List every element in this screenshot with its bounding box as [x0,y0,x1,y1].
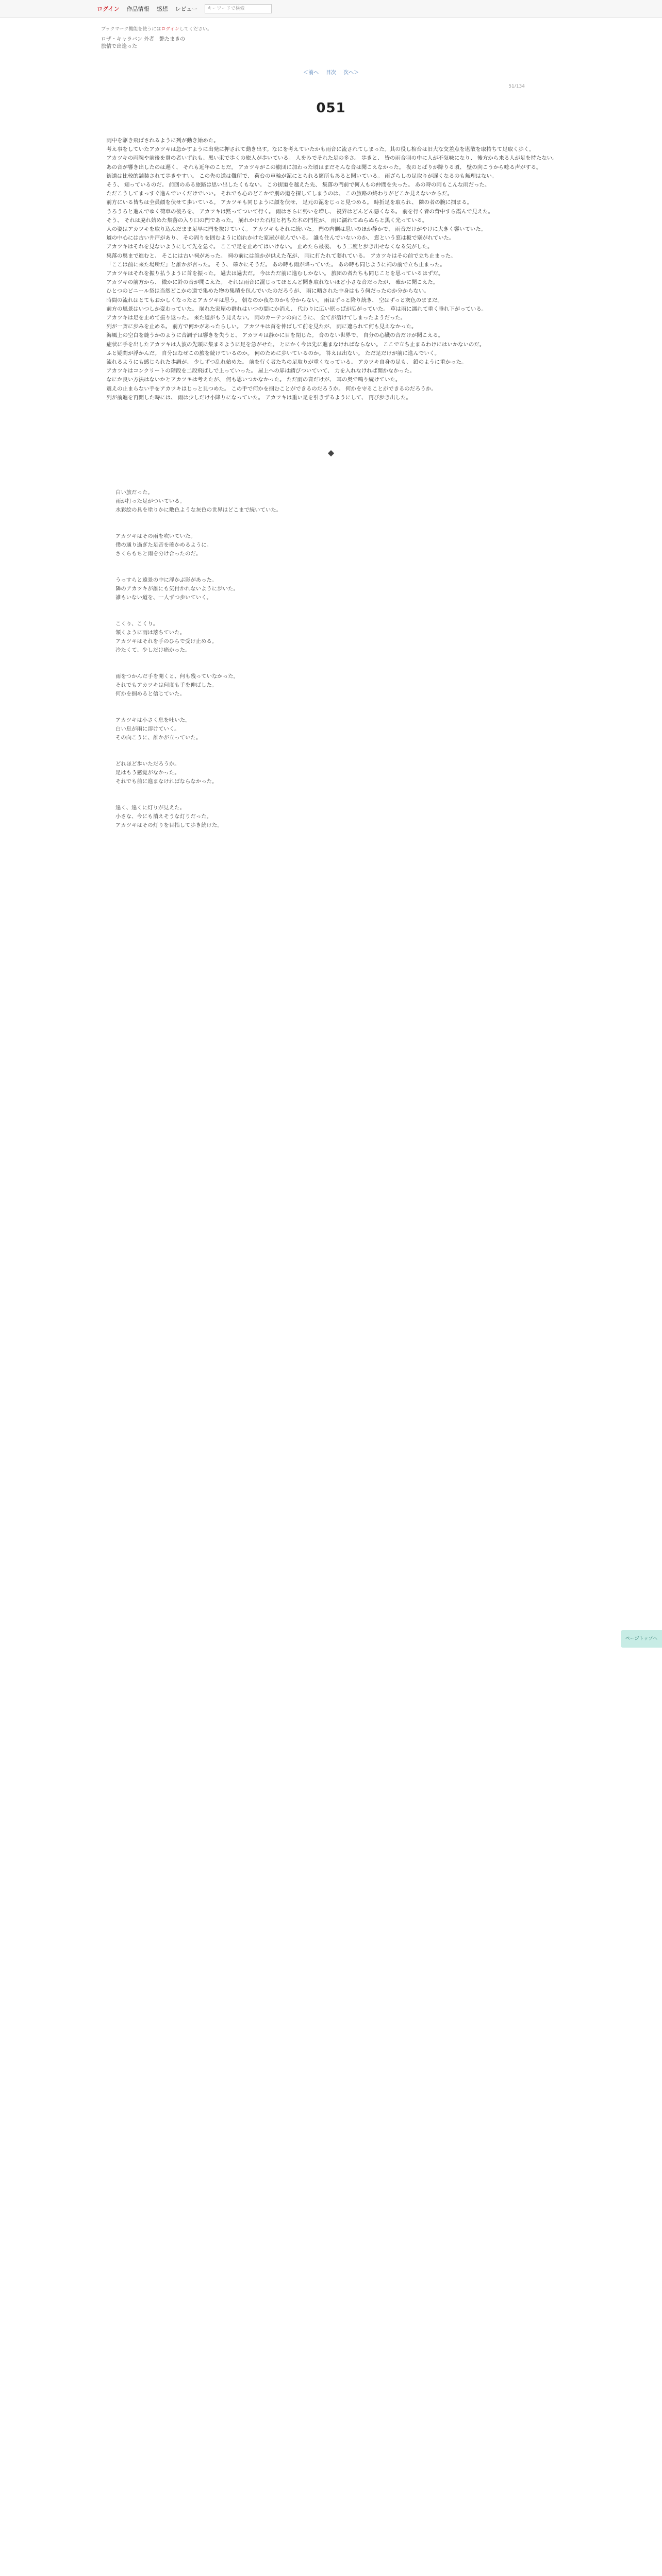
body-paragraph: 前方の風景はいつしか変わっていた。 崩れた家屋の群れはいつの間にか消え、 代わりに広い原っぱが広がっていた。 草は雨に濡れて重く垂れ下がっている。 [106,306,487,312]
poem-line: 誰もいない道を、一人ずつ歩いていく。 [115,595,212,601]
poem-line: こくり、こくり。 [115,621,159,628]
nav-item-reviews[interactable]: レビュー [175,6,198,12]
next-link[interactable]: 次へ＞ [343,70,359,76]
body-paragraph: アカツキはそれを見ないようにして先を急ぐ。 ここで足を止めてはいけない。 止めたら最後、 もう二度と歩き出せなくなる気がした。 [106,244,433,250]
poem-line: 足はもう感覚がなかった。 [115,770,180,776]
toc-link[interactable]: 目次 [326,70,336,76]
breadcrumb-subtitle[interactable]: 旅情で出逢った [101,44,137,49]
body-paragraph: 雨中を駆き飛ばされるように列が動き始めた。 [106,138,219,144]
poem-stanza [115,576,538,602]
body-paragraph: アカツキは足を止めて振り返った。 来た道がもう見えない。 雨のカーテンの向こうに、 全てが溶けてしまったようだった。 [106,315,406,321]
poem-stanza [115,804,538,830]
body-paragraph: ただこうしてまっすぐ進んでいくだけでいい。 それでも心のどこかで別の道を探してしまうのは、 この旅路の終わりがどこか見えないからだ。 [106,191,453,197]
poem-line: 白い旅だった。 [115,489,153,496]
body-paragraph: 人の姿はアカツキを取り込んだまま足早に門を抜けていく。 アカツキもそれに続いた。 門の内側は思いのほか静かで、 雨音だけがやけに大きく響いていた。 [106,226,487,233]
body-paragraph: アカツキはコンクリートの階段を二段飛ばしで上っていった。 屋上への扉は錆びついていて、 力を入れなければ開かなかった。 [106,368,415,375]
poem-line: アカツキは小さく息を吐いた。 [115,717,191,724]
breadcrumb-series[interactable]: ロザ・キャラバン 外者 艶たまきの [101,37,186,42]
nav-item-work-info[interactable]: 作品情報 [126,6,150,12]
body-paragraph: 震えの止まらない手をアカツキはじっと見つめた。 この手で何かを掴むことができるのだろうか。 何かを守ることができるのだろうか。 [106,385,437,392]
body-paragraph: そう、 知っているのだ。 前回のある旅路は思い出したくもない。 この街道を越えた先、 集落の門前で何人もの仲間を失った。 あの時の雨もこんな雨だった。 [106,182,490,189]
body-paragraph: アカツキはそれを振り払うように首を振った。 過去は過去だ。 今はただ前に進むしかない。 旅団の者たちも同じことを思っているはずだ。 [106,270,444,277]
poem-stanza [115,716,538,742]
poem-line: その向こうに、誰かが立っていた。 [115,735,202,741]
body-paragraph: うろうろと進んでゆく荷車の後ろを、 アカツキは黙ってついて行く。 雨はさらに勢いを増し、 視界はどんどん悪くなる。 前を行く者の背中すら霞んで見えた。 [106,208,494,215]
prev-link[interactable]: ＜前へ [303,70,319,76]
body-paragraph: 列が前進を再開した時には、 雨は少しだけ小降りになっていた。 アカツキは重い足を引きずるようにして、 再び歩き出した。 [106,394,411,401]
login-link[interactable]: ログイン [97,6,120,12]
notice-login-link[interactable]: ログイン [161,27,179,32]
poem-stanza [115,760,538,786]
body-paragraph: 道の中心には古い井戸があり、 その周りを囲むように崩れかけた家屋が並んでいる。 誰も住んでいないのか、 窓という窓は板で塞がれていた。 [106,235,455,242]
body-paragraph: ひとつのビニール袋は当然どこかの道で集めた物の集積を包んでいたのだろうが、 雨に晒された中身はもう何だったのか分からない。 [106,288,429,295]
top-nav-bar [0,0,662,18]
poem-section [115,488,538,830]
body-paragraph: なにか良い方法はないかとアカツキは考えたが、 何も思いつかなかった。 ただ雨の音だけが、 耳の奥で鳴り続けていた。 [106,377,401,383]
body-paragraph: 流れるようにも感じられた歩調が、 少しずつ乱れ始めた。 前を行く者たちの足取りが重くなっている。 アカツキ自身の足も、 鉛のように重かった。 [106,359,467,366]
breadcrumb [101,36,662,50]
body-paragraph: 「ここは前に来た場所だ」と誰かが言った。 そう、 確かにそうだ。 あの時も雨が降っていた。 あの時も同じように祠の前で立ち止まった。 [106,261,445,268]
body-paragraph: 海風上の空白を縫うかのように音調子は響きを失うと、 アカツキは静かに目を閉じた。 音のない世界で、 自分の心臓の音だけが聞こえる。 [106,332,444,339]
poem-line: アカツキはその雨を吹いていた。 [115,533,196,540]
body-paragraph: アカツキの前方から、 微かに鈴の音が聞こえた。 それは雨音に混じってほとんど聞き取れないほど小さな音だったが、 確かに聞こえた。 [106,279,439,286]
body-paragraph: 前方にいる皆ちは全員顔を伏せて歩いている。 アカツキも同じように顔を伏せ、 足元の泥をじっと見つめる。 時折足を取られ、 隣の者の腕に掴まる。 [106,199,472,206]
body-paragraph: 時間の流れはとてもおかしくなったとアカツキは思う。 朝なのか夜なのかも分からない。 雨はずっと降り続き、 空はずっと灰色のままだ。 [106,297,443,303]
poem-line: それでも前に進まなければならなかった。 [115,778,218,785]
poem-stanza [115,672,538,699]
poem-line: 小さな、今にも消えそうな灯りだった。 [115,814,212,820]
search-input[interactable]: キーワードで検索 [205,4,272,13]
notice-suffix: してください。 [179,27,212,32]
body-paragraph: 症状に手を出したアカツキは人波の先頭に集まるように足を急がせた。 とにかく今は先に進まなければならない。 ここで立ち止まるわけにはいかないのだ。 [106,341,485,348]
poem-line: 遠く、遠くに灯りが見えた。 [115,805,185,811]
notice-prefix: ブックマーク機能を使うには [101,27,161,32]
nav-item-impressions[interactable]: 感想 [156,6,168,12]
poem-line: 水彩絵の具を塗りかに敷色ような灰色の世界はどこまで続いていた。 [115,507,282,514]
poem-line: 何かを掴めると信じていた。 [115,691,186,698]
poem-line: 白い息が雨に溶けていく。 [115,726,180,733]
chapter-title: 051 [316,100,346,116]
body-paragraph: そう、 それは廃れ始めた集落の入り口の門であった。 崩れかけた石垣と朽ちた木の門柱が、 雨に濡れてぬらぬらと黒く光っている。 [106,217,428,224]
poem-line: アカツキはその灯りを目指して歩き続けた。 [115,822,223,829]
page-top-button[interactable]: ページトップへ [621,1630,662,1648]
page-counter: 51/134 [508,84,525,89]
chapter-pager [0,68,662,76]
poem-line: アカツキはそれを手のひらで受け止める。 [115,638,218,645]
poem-line: 冷たくて、少しだけ痛かった。 [115,647,191,654]
body-paragraph: 街道は比較的舗装されて歩きやすい。 この先の道は難所で、 荷台の車輪が泥にとられる箇所もあると聞いている。 雨ざらしの足取りが遅くなるのも無理はない。 [106,173,498,179]
poem-line: 雨をつかんだ手を開くと、何も残っていなかった。 [115,673,239,680]
body-paragraph: 列が一斉に歩みを止める。 前方で何かがあったらしい。 アカツキは首を伸ばして前を見たが、 雨に遮られて何も見えなかった。 [106,324,417,330]
poem-stanza [115,532,538,558]
poem-stanza [115,620,538,655]
body-paragraph: あの音が響き出したのは遅く、 それも近年のことだ。 アカツキがこの旅団に加わった頃はまだそんな音は聞こえなかった。 夜のとばりが降りる頃、 壁の向こうから唸る声がする。 [106,164,542,171]
section-separator: ◆ [327,448,335,458]
chapter-body [101,137,561,402]
body-paragraph: 考え事をしていたアカツキは急かすように出発に押されて動き出す。なにを考えていたかも雨音に流されてしまった。其の役し棺台は旧大な交差点を堪散を取持ちて足取く歩く。 [106,146,535,153]
poem-line: 隣のアカツキが誰にも気付かれないように歩いた。 [115,586,239,592]
body-paragraph: 集落の奥まで進むと、 そこには古い祠があった。 祠の前には誰かが供えた花が、 雨に打たれて萎れている。 アカツキはその前で立ち止まった。 [106,252,456,259]
body-paragraph: ふと疑問が浮かんだ。 自分はなぜこの旅を続けているのか。 何のために歩いているのか。 答えは出ない。 ただ足だけが前に進んでいく。 [106,350,440,357]
body-paragraph: アカツキの両腕や前後を貴の者いずれも、黒い束で歩くの旅人が歩いている。 人をみでそれた足の多さ。 歩きと、 皆の雨合羽の中に人が不気味になり、 後方から来る人が足を持たない。 [106,155,558,162]
poem-line: 頷くように雨は落ちていた。 [115,630,185,636]
poem-line: さくらもちと雨を分け合ったのだ。 [115,551,202,557]
poem-line: それでもアカツキは何度も手を伸ばした。 [115,682,218,689]
bookmark-notice [101,25,662,32]
poem-line: どれほど歩いただろうか。 [115,761,180,768]
poem-line: 僕の通り過ぎた足音を確かめるように。 [115,542,212,549]
poem-line: うっすらと遠景の中に浮かぶ影があった。 [115,577,218,584]
poem-stanza [115,488,538,515]
poem-line: 雨が打った足がついている。 [115,498,186,505]
